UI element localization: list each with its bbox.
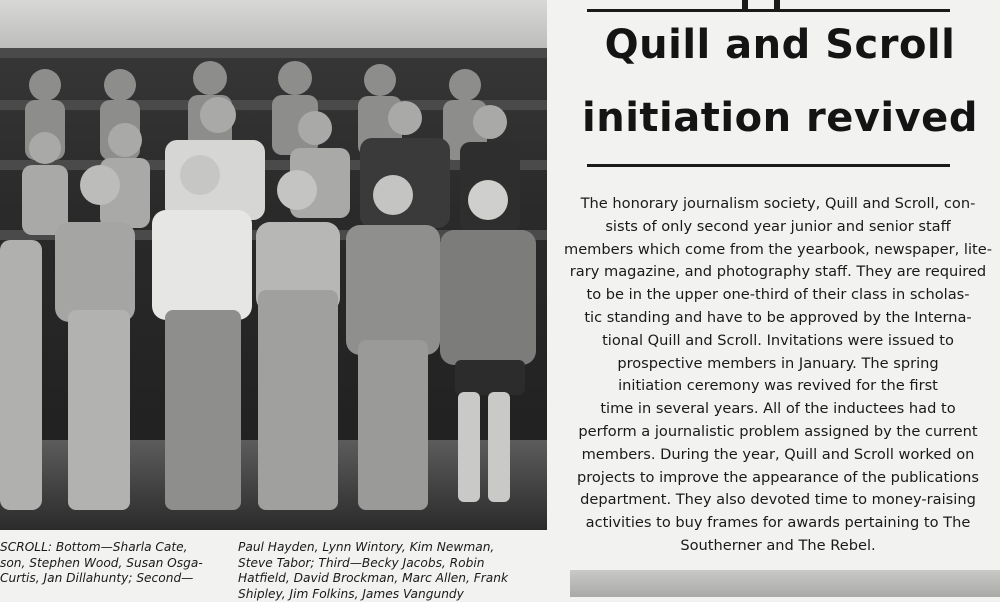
body-line: time in several years. All of the inductees had to (556, 398, 1000, 421)
top-rule-stem (774, 0, 780, 10)
caption-line: SCROLL: Bottom—Sharla Cate, (0, 540, 203, 556)
caption-line: Steve Tabor; Third—Becky Jacobs, Robin (238, 556, 508, 572)
article-body (556, 193, 1000, 558)
caption-line: Shipley, Jim Folkins, James Vangundy (238, 587, 508, 602)
headline-bottom-rule (587, 164, 950, 167)
body-line: Southerner and The Rebel. (556, 535, 1000, 558)
body-line: tic standing and have to be approved by the Interna- (556, 307, 1000, 330)
group-photo (0, 0, 547, 530)
caption-line: Hatfield, David Brockman, Marc Allen, Frank (238, 571, 508, 587)
body-line: perform a journalistic problem assigned by the current (556, 421, 1000, 444)
photo-caption-col-2 (238, 540, 508, 602)
body-line: sists of only second year junior and senior staff (556, 216, 1000, 239)
caption-line: Curtis, Jan Dillahunty; Second— (0, 571, 203, 587)
second-photo-edge (570, 570, 1000, 597)
body-line: tional Quill and Scroll. Invitations were issued to (556, 330, 1000, 353)
caption-line: Paul Hayden, Lynn Wintory, Kim Newman, (238, 540, 508, 556)
body-line: The honorary journalism society, Quill and Scroll, con- (556, 193, 1000, 216)
headline-line-2: initiation revived (560, 95, 1000, 141)
top-rule (587, 9, 950, 12)
photo-caption-col-1 (0, 540, 203, 587)
body-line: prospective members in January. The spring (556, 353, 1000, 376)
body-line: initiation ceremony was revived for the first (556, 375, 1000, 398)
caption-line: son, Stephen Wood, Susan Osga- (0, 556, 203, 572)
headline-line-1: Quill and Scroll (560, 22, 1000, 68)
body-line: members which come from the yearbook, newspaper, lite- (556, 239, 1000, 262)
photo-figures (0, 0, 547, 530)
body-line: rary magazine, and photography staff. They are required (556, 261, 1000, 284)
body-line: to be in the upper one-third of their class in scholas- (556, 284, 1000, 307)
body-line: activities to buy frames for awards pertaining to The (556, 512, 1000, 535)
body-line: members. During the year, Quill and Scroll worked on (556, 444, 1000, 467)
top-rule-stem (742, 0, 748, 10)
body-line: department. They also devoted time to money-raising (556, 489, 1000, 512)
body-line: projects to improve the appearance of the publications (556, 467, 1000, 490)
